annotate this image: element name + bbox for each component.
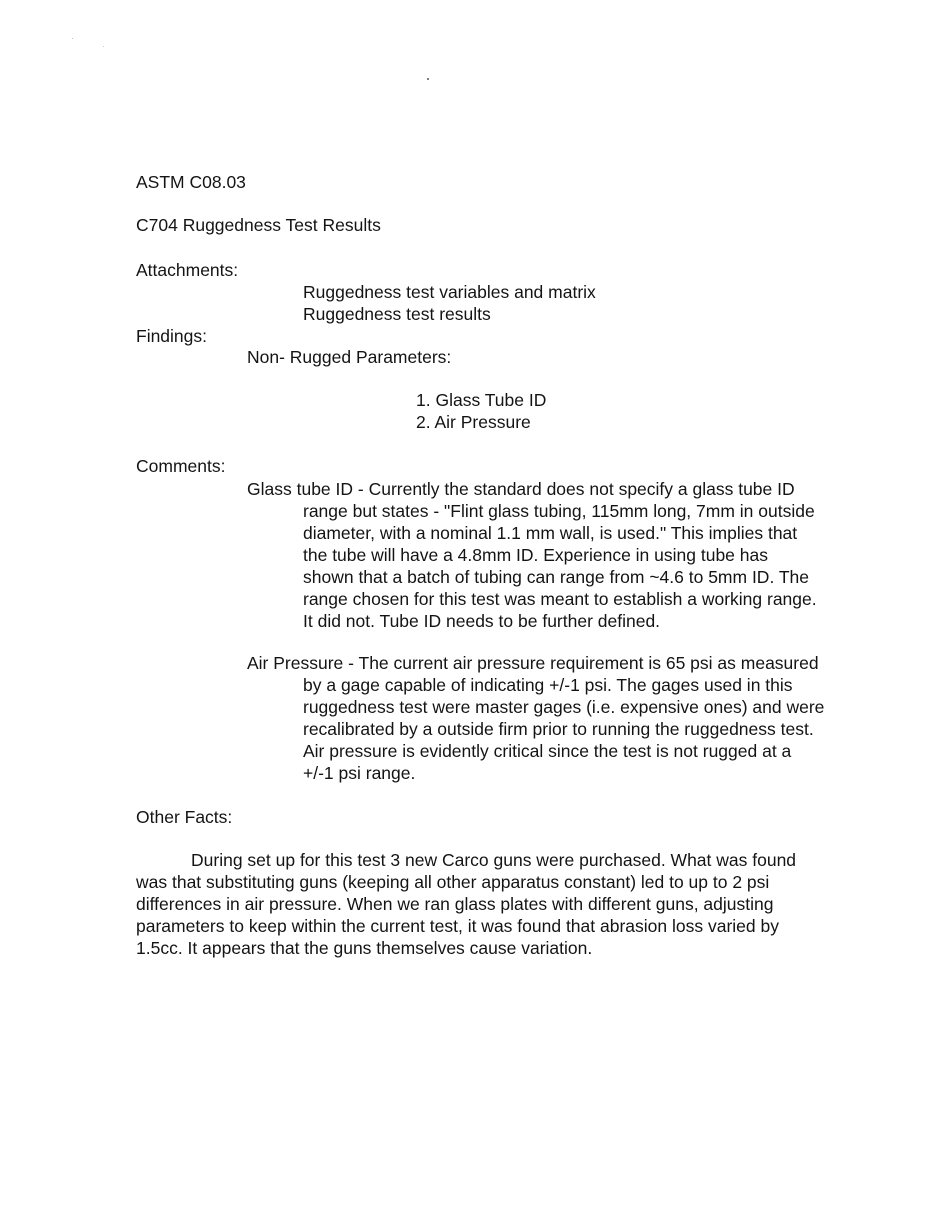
other-facts-line: 1.5cc. It appears that the guns themselves cause variation. [136, 938, 593, 958]
committee-heading: ASTM C08.03 [136, 172, 246, 192]
air-pressure-comment-body [303, 674, 824, 784]
other-facts-line: was that substituting guns (keeping all other apparatus constant) led to up to 2 psi [136, 872, 770, 892]
finding-item: 1. Glass Tube ID [416, 390, 547, 410]
comment-line: +/-1 psi range. [303, 763, 416, 783]
comment-line: by a gage capable of indicating +/-1 psi. The gages used in this [303, 675, 793, 695]
comments-label: Comments: [136, 456, 226, 476]
finding-item: 2. Air Pressure [416, 412, 531, 432]
comment-line: It did not. Tube ID needs to be further defined. [303, 611, 661, 631]
findings-subheading: Non- Rugged Parameters: [247, 347, 452, 367]
comment-line: recalibrated by a outside firm prior to running the ruggedness test. [303, 719, 814, 739]
document-title: C704 Ruggedness Test Results [136, 215, 381, 235]
findings-label: Findings: [136, 326, 208, 346]
glass-tube-comment-body [303, 500, 817, 632]
comment-line: shown that a batch of tubing can range from ~4.6 to 5mm ID. The [303, 567, 810, 587]
other-facts-line: differences in air pressure. When we ran glass plates with different guns, adjusting [136, 894, 774, 914]
other-facts-line: During set up for this test 3 new Carco guns were purchased. What was found [191, 850, 797, 870]
glass-tube-comment-first-line: Glass tube ID - Currently the standard does not specify a glass tube ID [247, 479, 795, 499]
comment-line: range but states - "Flint glass tubing, 115mm long, 7mm in outside [303, 501, 815, 521]
comment-line: range chosen for this test was meant to establish a working range. [303, 589, 817, 609]
comment-line: the tube will have a 4.8mm ID. Experience in using tube has [303, 545, 768, 565]
comment-line: ruggedness test were master gages (i.e. expensive ones) and were [303, 697, 825, 717]
other-facts-line: parameters to keep within the current test, it was found that abrasion loss varied by [136, 916, 779, 936]
comment-line: Air pressure is evidently critical since the test is not rugged at a [303, 741, 792, 761]
other-facts-label: Other Facts: [136, 807, 233, 827]
scan-speck [103, 46, 104, 47]
attachment-item: Ruggedness test results [303, 304, 491, 324]
scan-speck [72, 38, 73, 39]
other-facts-body [136, 871, 779, 959]
attachments-label: Attachments: [136, 260, 239, 280]
air-pressure-comment-first-line: Air Pressure - The current air pressure requirement is 65 psi as measured [247, 653, 819, 673]
comment-line: diameter, with a nominal 1.1 mm wall, is used." This implies that [303, 523, 798, 543]
attachment-item: Ruggedness test variables and matrix [303, 282, 596, 302]
attachments-list [303, 281, 596, 325]
scan-speck [427, 78, 429, 80]
findings-list [416, 389, 546, 433]
